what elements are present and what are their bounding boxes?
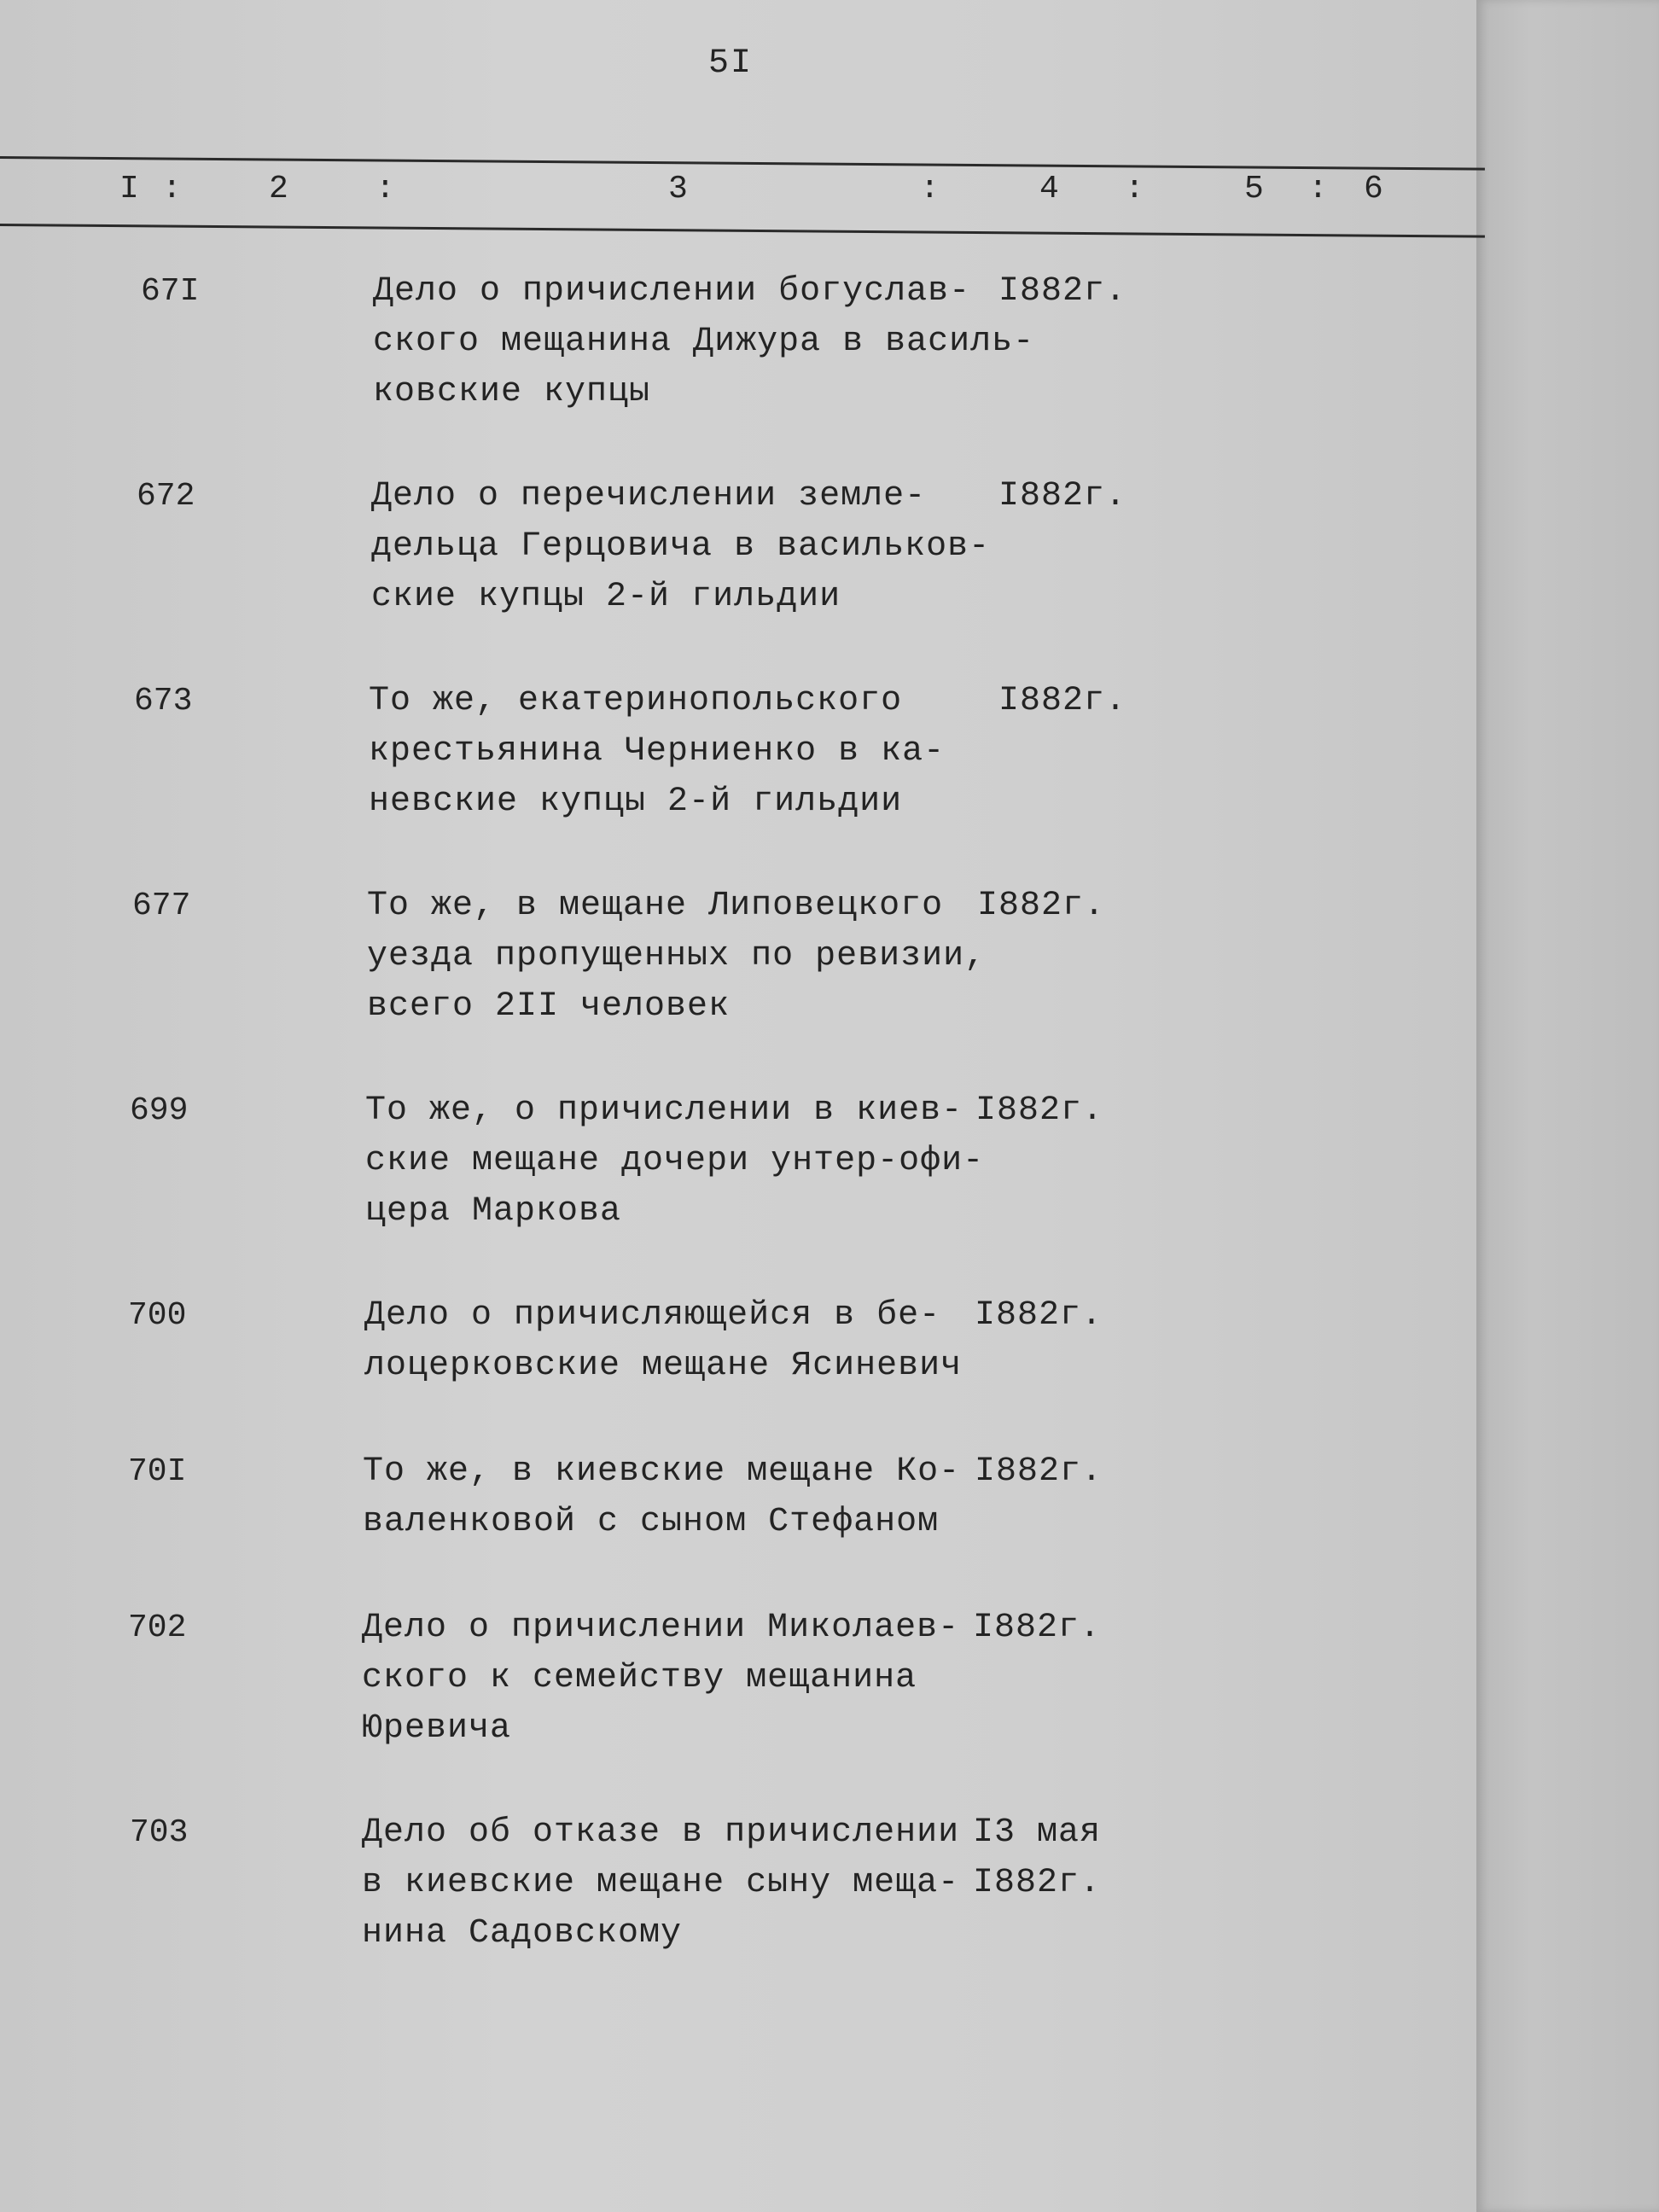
entry-date-line: I882г.: [975, 1452, 1103, 1491]
entry-description: [367, 881, 986, 1032]
entry-line: То же, екатеринопольского: [369, 682, 903, 720]
header-sep-3: :: [920, 171, 940, 207]
header-sep-2: :: [375, 171, 395, 207]
entry-description: [365, 1086, 984, 1237]
entry-number: 673: [134, 683, 193, 719]
entry-date: [998, 676, 1126, 726]
header-col-3: 3: [668, 171, 688, 207]
entry-number: 702: [128, 1610, 187, 1646]
entry-line: ского к семейству мещанина: [362, 1659, 917, 1697]
entry-number: 700: [128, 1297, 187, 1334]
entry-date-line: I3 мая: [973, 1813, 1102, 1852]
entry-line: Юревича: [362, 1709, 512, 1748]
header-sep-4: :: [1125, 171, 1144, 207]
entry-line: ские купцы 2-й гильдии: [371, 578, 841, 616]
entry-date-line: I882г.: [975, 1091, 1104, 1130]
entry-line: всего 2II человек: [367, 987, 731, 1026]
entry-date-line: I882г.: [973, 1609, 1102, 1647]
entry-date-line: I882г.: [975, 1296, 1103, 1335]
entry-line: ковские купцы: [373, 373, 651, 411]
header-col-6: 6: [1364, 171, 1383, 207]
entry-date-line: I882г.: [998, 477, 1127, 515]
entry-line: То же, о причислении в киев-: [365, 1091, 963, 1130]
entry-line: ского мещанина Дижура в василь-: [373, 323, 1035, 361]
entry-line: ские мещане дочери унтер-офи-: [365, 1142, 985, 1180]
entry-description: [373, 266, 1034, 417]
header-col-4: 4: [1039, 171, 1059, 207]
entry-line: Дело о перечислении земле-: [371, 477, 927, 515]
entry-line: Дело об отказе в причислении: [362, 1813, 960, 1852]
entry-number: 67I: [141, 273, 200, 310]
entry-description: [363, 1447, 960, 1547]
entry-line: уезда пропущенных по ревизии,: [367, 937, 987, 975]
entry-date: [973, 1603, 1101, 1653]
header-sep-1: :: [162, 171, 182, 207]
entry-date: [975, 1447, 1103, 1497]
header-col-5: 5: [1244, 171, 1264, 207]
entry-description: [371, 471, 990, 622]
entry-number: 677: [132, 888, 191, 924]
header-sep-5: :: [1308, 171, 1328, 207]
entry-line: в киевские мещане сыну меща-: [362, 1864, 960, 1902]
entry-date: [975, 1086, 1103, 1136]
entry-date-line: I882г.: [977, 887, 1106, 925]
entry-line: дельца Герцовича в васильков-: [371, 527, 991, 566]
entry-date: [973, 1807, 1101, 1908]
entry-line: лоцерковские мещане Ясиневич: [364, 1347, 963, 1385]
entry-line: нина Садовскому: [362, 1914, 683, 1953]
page-edge-background: [1476, 0, 1659, 2212]
entry-number: 672: [137, 478, 195, 515]
entry-line: То же, в киевские мещане Ко-: [363, 1452, 961, 1491]
header-col-1: I: [119, 171, 139, 207]
entry-line: цера Маркова: [365, 1192, 622, 1231]
entry-date: [977, 881, 1105, 931]
entry-number: 699: [130, 1092, 189, 1129]
entry-line: Дело о причислении Миколаев-: [362, 1609, 960, 1647]
entry-description: [362, 1807, 959, 1959]
entry-line: То же, в мещане Липовецкого: [367, 887, 944, 925]
entry-line: валенковой с сыном Стефаном: [363, 1503, 940, 1541]
entry-line: Дело о причисляющейся в бе-: [364, 1296, 941, 1335]
header-col-2: 2: [269, 171, 288, 207]
column-header-row: [0, 171, 1485, 222]
entry-number: 70I: [128, 1453, 187, 1490]
entry-line: невские купцы 2-й гильдии: [369, 783, 903, 821]
entry-date-line: I882г.: [973, 1864, 1102, 1902]
entry-number: 703: [130, 1814, 189, 1851]
entry-date: [975, 1290, 1103, 1341]
entry-date: [998, 471, 1126, 521]
entry-date: [998, 266, 1126, 317]
entry-date-line: I882г.: [998, 272, 1127, 311]
entry-date-line: I882г.: [998, 682, 1127, 720]
entry-description: [362, 1603, 959, 1754]
entry-description: [364, 1290, 962, 1391]
page-number: 5I: [708, 44, 754, 83]
entry-description: [369, 676, 945, 827]
entry-line: Дело о причислении богуслав-: [373, 272, 971, 311]
entry-line: крестьянина Черниенко в ка-: [369, 732, 946, 771]
